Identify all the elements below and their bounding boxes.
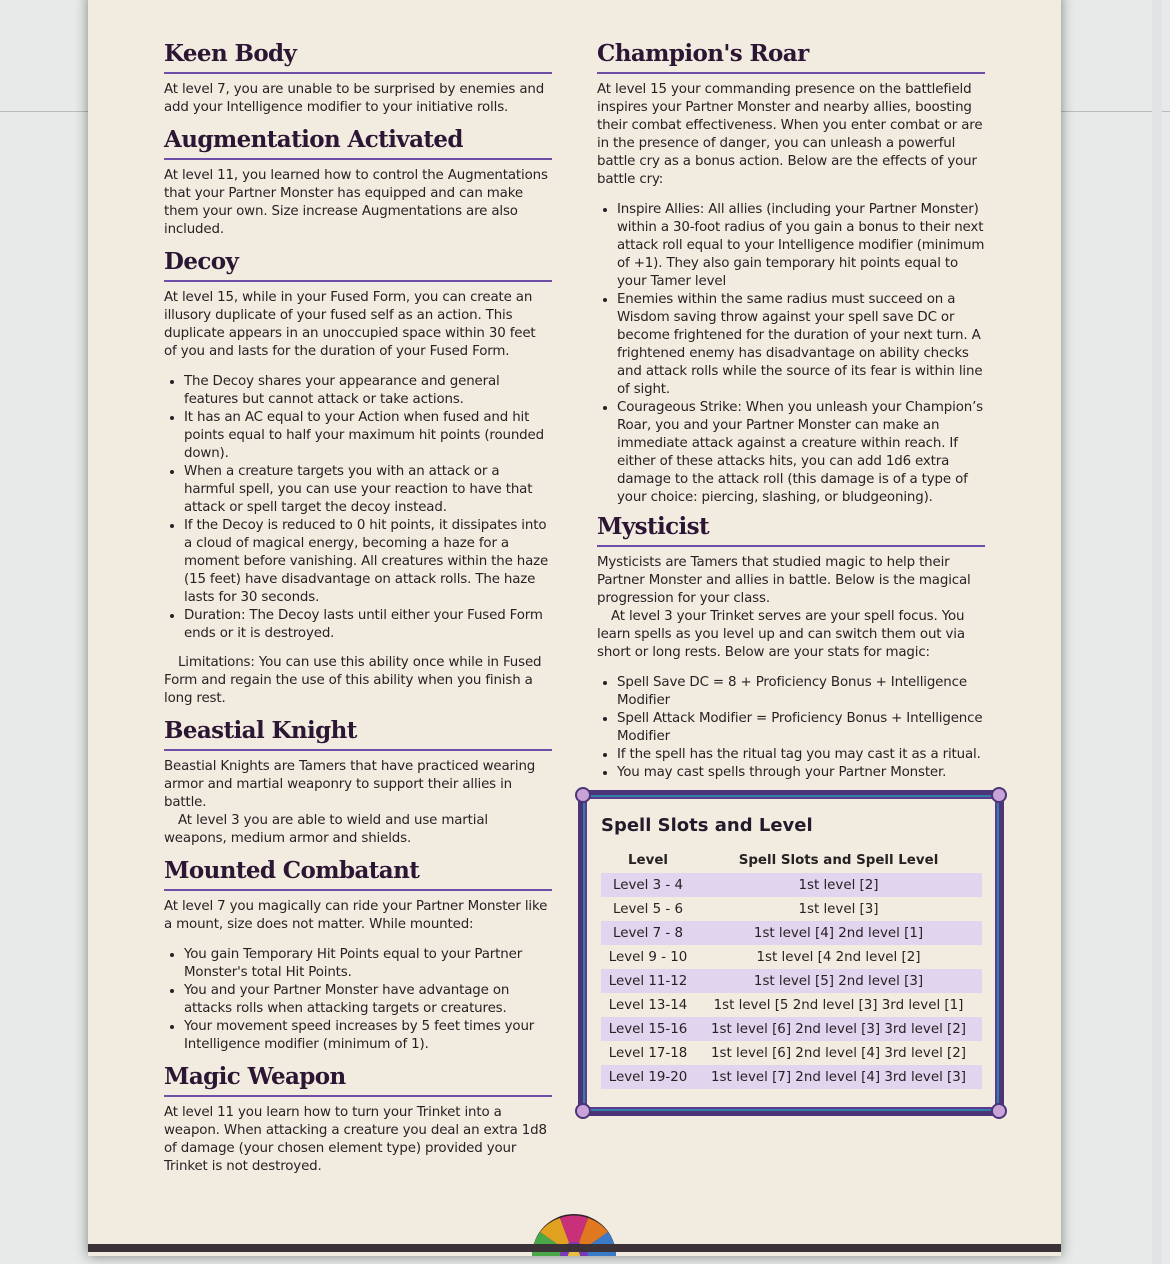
table-row	[601, 993, 982, 1017]
list-item: • You may cast spells through your Partner Monster.	[617, 764, 985, 782]
cell-level: Level 5 - 6	[613, 901, 683, 917]
spell-slots-table	[601, 847, 982, 1089]
table-header-row	[601, 847, 982, 873]
heading-mounted-combatant: Mounted Combatant	[164, 856, 552, 891]
paragraph: At level 7 you magically can ride your Partner Monster like a mount, size does not matter. While mounted:	[164, 899, 548, 932]
section-beastial-knight	[164, 716, 552, 848]
paragraph: At level 11, you learned how to control the Augmentations that your Partner Monster has equipped and can make them your own. Size increase Augmentations are also included.	[164, 168, 548, 237]
paragraph: At level 15 your commanding presence on the battlefield inspires your Partner Monster and nearby allies, boosting their combat effectiveness. When you enter combat or are in the presence of danger, you can unleash a powerful battle cry as a bonus action. Below are the effects of your battle cry:	[597, 82, 983, 187]
decoy-bullet-list	[164, 373, 552, 643]
list-item: • It has an AC equal to your Action when fused and hit points equal to half your maximum hit points (rounded down).	[184, 409, 552, 463]
table-row	[601, 921, 982, 945]
cell-level: Level 11-12	[601, 969, 695, 993]
corner-ornament-icon	[575, 787, 591, 803]
paragraph: At level 3 your Trinket serves are your spell focus. You learn spells as you level up and can switch them out via short or long rests. Below are your stats for magic:	[597, 609, 965, 660]
cell-level: Level 17-18	[608, 1045, 688, 1061]
roar-bullet-list	[597, 201, 985, 507]
list-item: • You and your Partner Monster have advantage on attacks rolls when attacking targets or creatures.	[184, 982, 552, 1018]
corner-ornament-icon	[991, 1103, 1007, 1119]
list-item: • When a creature targets you with an attack or a harmful spell, you can use your reaction to have that attack or spell target the decoy instead.	[184, 463, 552, 517]
scrollbar-track[interactable]	[1152, 0, 1162, 1264]
section-augmentation-activated	[164, 125, 552, 239]
table-title: Spell Slots and Level	[601, 815, 813, 836]
corner-ornament-icon	[991, 787, 1007, 803]
table-row	[601, 1017, 982, 1041]
cell-slots: 1st level [3]	[798, 901, 879, 917]
mounted-bullet-list	[164, 946, 552, 1054]
mysticist-bullet-list	[597, 674, 985, 782]
cell-level: Level 3 - 4	[601, 873, 695, 897]
heading-champions-roar: Champion's Roar	[597, 39, 985, 74]
cell-slots: 1st level [2]	[695, 873, 982, 897]
cell-slots: 1st level [4 2nd level [2]	[756, 949, 921, 965]
table-row	[601, 873, 982, 897]
footer-border	[88, 1244, 1061, 1252]
cell-level: Level 15-16	[601, 1017, 695, 1041]
list-item: • Inspire Allies: All allies (including your Partner Monster) within a 30-foot radius of you gain a bonus to their next attack roll equal to your Intelligence modifier (minimum of +1). They also gain temporary hit points equal to your Tamer level	[617, 201, 985, 291]
section-decoy	[164, 247, 552, 708]
heading-beastial-knight: Beastial Knight	[164, 716, 552, 751]
heading-mysticist: Mysticist	[597, 512, 985, 547]
paragraph: At level 11 you learn how to turn your Trinket into a weapon. When attacking a creature you deal an extra 1d8 of damage (your chosen element type) provided your Trinket is not destroyed.	[164, 1105, 547, 1174]
heading-magic-weapon: Magic Weapon	[164, 1062, 552, 1097]
paragraph: At level 7, you are unable to be surprised by enemies and add your Intelligence modifier to your initiative rolls.	[164, 82, 545, 115]
section-keen-body	[164, 39, 552, 117]
cell-level: Level 9 - 10	[608, 949, 688, 965]
cell-level: Level 7 - 8	[601, 921, 695, 945]
cell-slots: 1st level [7] 2nd level [4] 3rd level [3]	[695, 1065, 982, 1089]
cell-level: Level 19-20	[601, 1065, 695, 1089]
list-item: • The Decoy shares your appearance and general features but cannot attack or take actions.	[184, 373, 552, 409]
list-item: • Duration: The Decoy lasts until either your Fused Form ends or it is destroyed.	[184, 607, 552, 643]
table-row	[601, 897, 982, 921]
cell-slots: 1st level [6] 2nd level [3] 3rd level [2]	[695, 1017, 982, 1041]
list-item: • Spell Attack Modifier = Proficiency Bonus + Intelligence Modifier	[617, 710, 985, 746]
section-magic-weapon	[164, 1062, 552, 1176]
corner-ornament-icon	[575, 1103, 591, 1119]
cell-slots: 1st level [4] 2nd level [1]	[695, 921, 982, 945]
table-row	[601, 1041, 982, 1065]
list-item: • Courageous Strike: When you unleash your Champion’s Roar, you and your Partner Monster can make an immediate attack against a creature within reach. If either of these attacks hits, you can add 1d6 extra damage to the attack roll (this damage is of a type of your choice: piercing, slashing, or bludgeoning).	[617, 399, 985, 507]
column-header-slots: Spell Slots and Spell Level	[738, 852, 939, 868]
document-page	[88, 0, 1061, 1256]
paragraph: Beastial Knights are Tamers that have practiced wearing armor and martial weaponry to support their allies in battle.	[164, 759, 536, 810]
section-mounted-combatant	[164, 856, 552, 1054]
column-header-level: Level	[627, 852, 668, 868]
list-item: • Spell Save DC = 8 + Proficiency Bonus + Intelligence Modifier	[617, 674, 985, 710]
heading-augmentation-activated: Augmentation Activated	[164, 125, 552, 160]
table-row	[601, 1065, 982, 1089]
list-item: • If the spell has the ritual tag you may cast it as a ritual.	[617, 746, 985, 764]
section-mysticist	[597, 512, 985, 782]
paragraph: At level 3 you are able to wield and use martial weapons, medium armor and shields.	[164, 813, 488, 846]
table-row	[601, 945, 982, 969]
cell-slots: 1st level [5] 2nd level [3]	[695, 969, 982, 993]
heading-keen-body: Keen Body	[164, 39, 552, 74]
list-item: • Enemies within the same radius must succeed on a Wisdom saving throw against your spell save DC or become frightened for the duration of your next turn. A frightened enemy has disadvantage on ability checks and attack rolls while the source of its fear is within line of sight.	[617, 291, 985, 399]
list-item: • If the Decoy is reduced to 0 hit points, it dissipates into a cloud of magical energy, becoming a haze for a moment before vanishing. All creatures within the haze (15 feet) have disadvantage on attack rolls. The haze lasts for 30 seconds.	[184, 517, 552, 607]
cell-level: Level 13-14	[608, 997, 688, 1013]
list-item: • You gain Temporary Hit Points equal to your Partner Monster's total Hit Points.	[184, 946, 552, 982]
section-champions-roar	[597, 39, 985, 507]
cell-slots: 1st level [5 2nd level [3] 3rd level [1]	[713, 997, 964, 1013]
table-row	[601, 969, 982, 993]
paragraph: At level 15, while in your Fused Form, you can create an illusory duplicate of your fused self as an action. This duplicate appears in an unoccupied space within 30 feet of you and lasts for the duration of your Fused Form.	[164, 290, 536, 359]
heading-decoy: Decoy	[164, 247, 552, 282]
spell-slots-table-box	[578, 790, 1004, 1116]
paragraph-limitations: Limitations: You can use this ability once while in Fused Form and regain the use of this ability when you finish a long rest.	[164, 655, 542, 706]
list-item: • Your movement speed increases by 5 feet times your Intelligence modifier (minimum of 1).	[184, 1018, 552, 1054]
cell-slots: 1st level [6] 2nd level [4] 3rd level [2]	[710, 1045, 967, 1061]
paragraph: Mysticists are Tamers that studied magic to help their Partner Monster and allies in battle. Below is the magical progression for your class.	[597, 555, 971, 606]
